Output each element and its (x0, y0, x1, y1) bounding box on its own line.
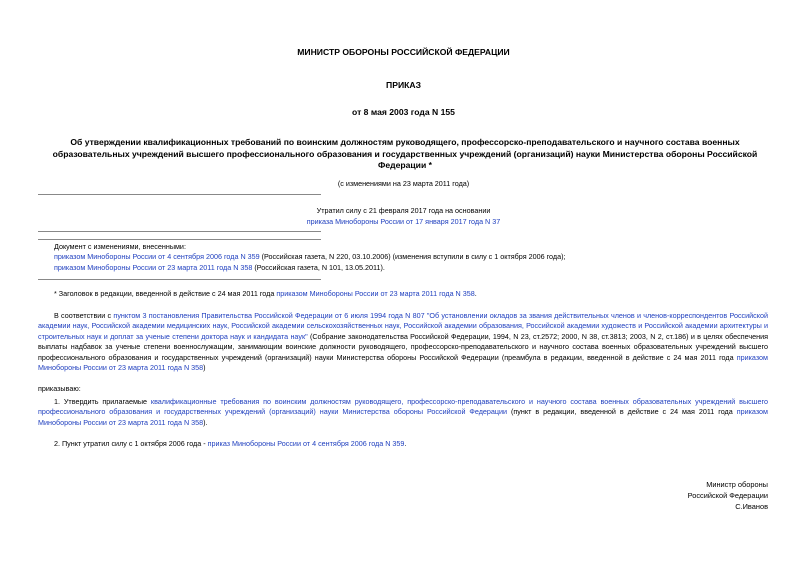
signature-name: С.Иванов (735, 502, 768, 511)
amendment-item (54, 252, 774, 262)
footnote-link[interactable]: приказом Минобороны России от 23 марта 2011 года N 358 (276, 289, 475, 298)
expired-order-link[interactable]: приказа Минобороны России от 17 января 2017 года N 37 (306, 217, 501, 226)
order-word: приказываю: (38, 384, 81, 393)
doc-type-heading: ПРИКАЗ (386, 80, 421, 90)
date-number-heading: от 8 мая 2003 года N 155 (352, 107, 455, 117)
signature-block (600, 479, 768, 512)
government-resolution-link[interactable]: пунктом 3 постановления Правительства Российской Федерации от 6 июля 1994 года N 807 "Об установлении окладов за звания действительных членов и членов-корреспондентов Российской академии наук, Российской академии медицинских наук, Российской академии сельскохозяйственных наук, Российской академии образования, Российской академии художеств и Российской академии архитектуры и строительных наук и доплат за ученые степени доктора наук и кандидата наук" (38, 311, 768, 341)
expired-link-line (0, 217, 807, 226)
ministry-heading: МИНИСТР ОБОРОНЫ РОССИЙСКОЙ ФЕДЕРАЦИИ (297, 47, 510, 57)
preamble-text: (Собрание законодательства Российской Федерации, 1994, N 23, ст.2572; 2000, N 38, ст.3813; 2003, N 2, ст.186) и в целях обеспечения выплаты надбавок за ученые степени военнослужащим, занимающим воинские должности руководящего, профессорско-преподавательского и научного состава военных образовательных учреждений высшего профессионального образования и государственных учреждений (организаций) науки Министерства обороны Российской Федерации (преамбула в редакции, введенной в действие с 24 мая 2011 года (38, 331, 768, 362)
document-title: Об утверждении квалификационных требований по воинским должностям руководящего, профессорско-преподавательского и научного состава военных образовательных учреждений высшего профессионального образования и государственных учреждений (организаций) науки Министерства обороны Российской Федерации * (52, 137, 758, 170)
amendment-text: (Российская газета, N 220, 03.10.2006) (изменения вступили в силу с 1 октября 2006 года); (259, 252, 566, 262)
amendments-intro: Документ с изменениями, внесенными: (54, 242, 186, 251)
divider (38, 194, 321, 195)
point-1 (38, 397, 768, 428)
footnote-text: * Заголовок в редакции, введенной в действие с 24 мая 2011 года (54, 289, 277, 298)
requirements-link[interactable]: квалификационные требования по воинским должностям руководящего, профессорско-преподавательского и научного состава военных образовательных учреждений высшего профессионального образования и государственных учреждений (организаций) науки Министерства обороны Российской Федерации (38, 397, 768, 417)
amendment-text: (Российская газета, N 101, 13.05.2011). (252, 262, 385, 272)
point-text: (пункт в редакции, введенной в действие с 24 мая 2011 года (507, 407, 737, 417)
amended-note: (с изменениями на 23 марта 2011 года) (337, 179, 470, 188)
point2-order-link[interactable]: приказ Минобороны России от 4 сентября 2006 года N 359 (207, 439, 405, 448)
point1-order-link[interactable]: приказом Минобороны России от 23 марта 2011 года N 358 (38, 407, 768, 427)
signature-position: Министр обороны (706, 480, 768, 489)
footnote-end: . (474, 289, 477, 298)
signature-country: Российской Федерации (687, 491, 768, 500)
title-footnote (54, 289, 774, 299)
point-text: 1. Утвердить прилагаемые (54, 397, 151, 406)
point-text: ). (203, 417, 208, 427)
point-text: . (404, 439, 407, 448)
amendment-link-2011[interactable]: приказом Минобороны России от 23 марта 2011 года N 358 (54, 262, 253, 272)
divider (38, 231, 321, 232)
divider (38, 279, 321, 280)
point-2 (38, 439, 768, 449)
amendment-link-2006[interactable]: приказом Минобороны России от 4 сентября 2006 года N 359 (54, 252, 260, 262)
preamble-text: В соответствии с (54, 311, 114, 320)
point-text: 2. Пункт утратил силу с 1 октября 2006 года - (54, 439, 208, 448)
preamble-text: ) (203, 363, 206, 373)
amendments-block (54, 242, 774, 273)
preamble-paragraph (38, 311, 768, 373)
amendment-item (54, 263, 774, 273)
expired-note: Утратил силу с 21 февраля 2017 года на основании (316, 206, 491, 215)
divider (38, 239, 321, 240)
preamble-order-link[interactable]: приказом Минобороны России от 23 марта 2011 года N 358 (38, 352, 768, 373)
